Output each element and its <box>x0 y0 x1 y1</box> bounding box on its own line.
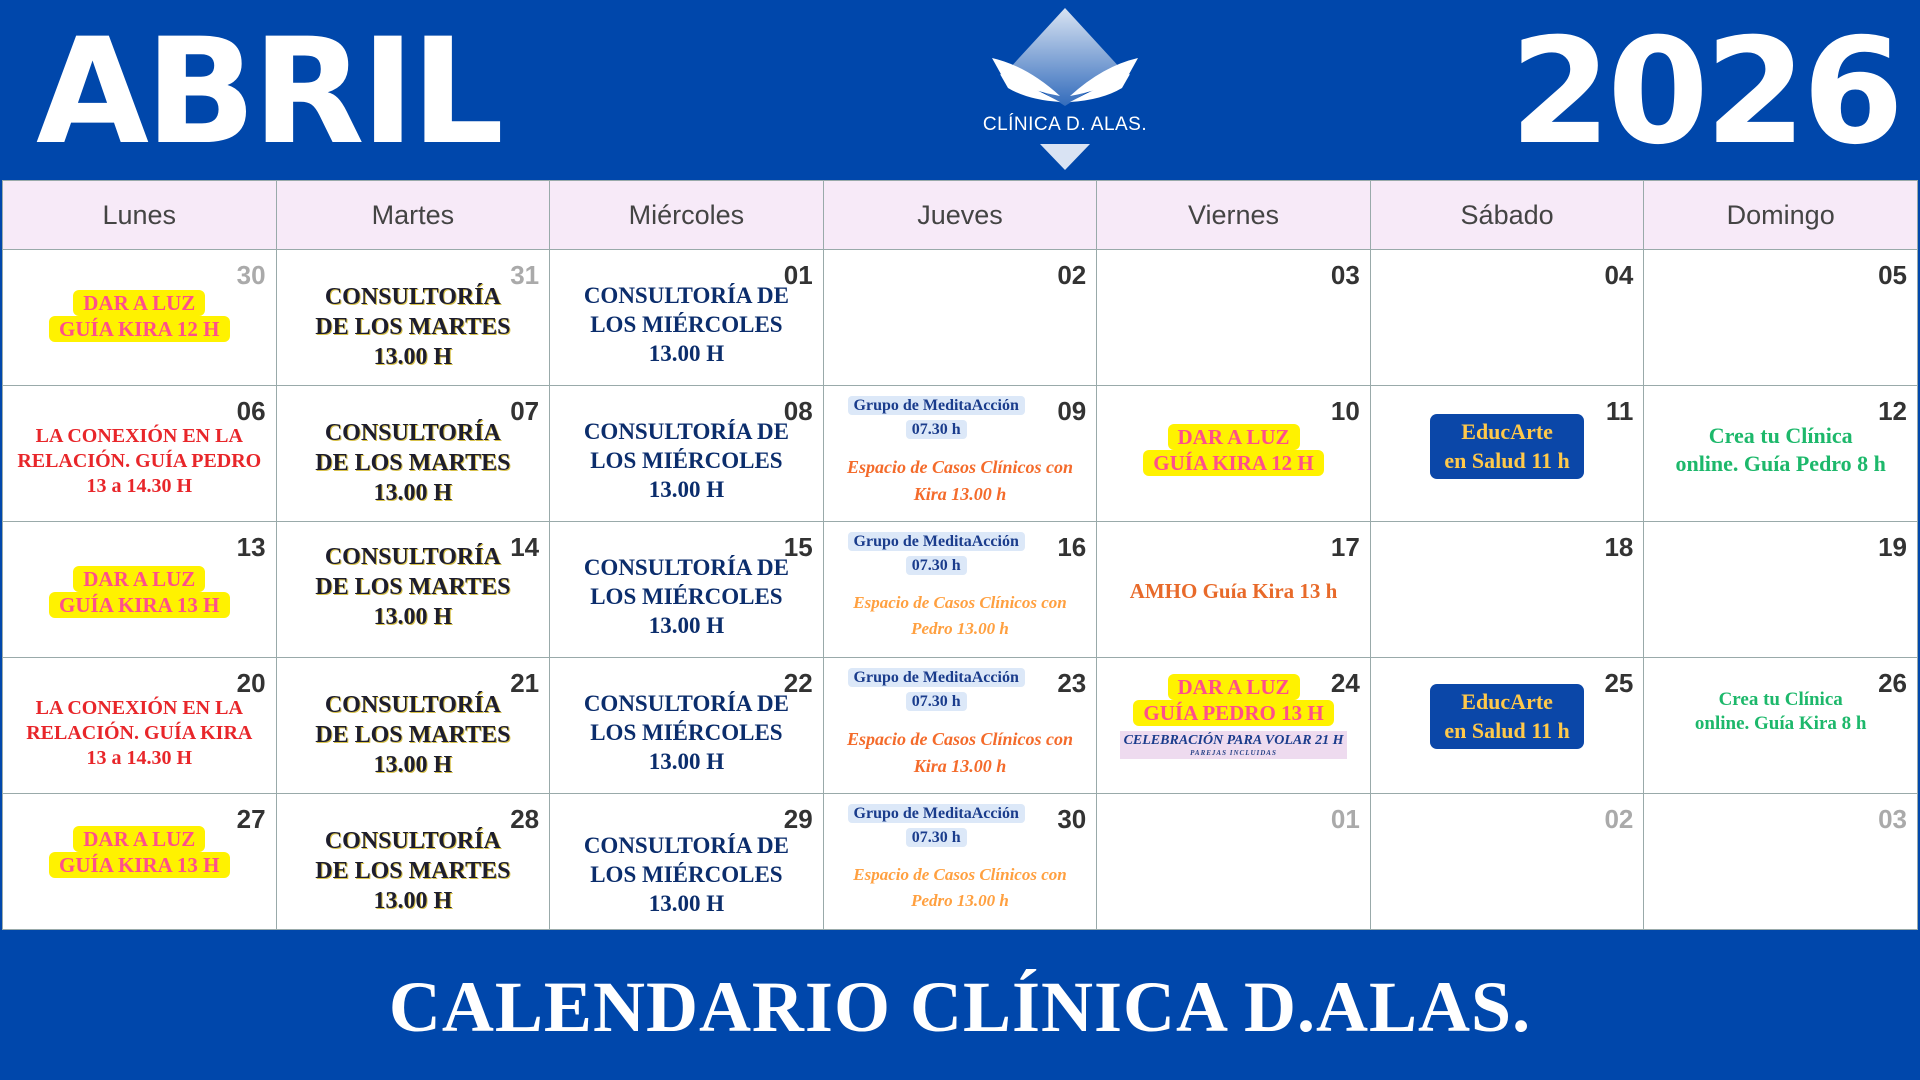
day-number: 14 <box>510 532 540 562</box>
year-title: 2026 <box>1509 7 1900 177</box>
weekday-jueves: Jueves <box>823 181 1097 250</box>
day-number: 30 <box>1057 804 1087 834</box>
day-cell[interactable] <box>276 522 550 658</box>
day-cell[interactable] <box>3 250 277 386</box>
day-cell[interactable] <box>823 386 1097 522</box>
day-number: 03 <box>1330 260 1360 290</box>
event-meditaaccion[interactable]: Grupo de MeditaAcción 07.30 h <box>834 530 1039 578</box>
event-educarte[interactable]: EducArte en Salud 11 h <box>1371 684 1644 749</box>
day-cell[interactable] <box>1644 658 1918 794</box>
day-number: 01 <box>1330 804 1360 834</box>
weekday-miercoles: Miércoles <box>550 181 824 250</box>
day-cell[interactable] <box>1644 386 1918 522</box>
logo-text: CLÍNICA D. ALAS. <box>982 114 1148 135</box>
event-dar-a-luz[interactable]: DAR A LUZ GUÍA KIRA 12 H <box>3 290 276 343</box>
clinic-logo <box>972 6 1158 172</box>
day-cell[interactable] <box>823 658 1097 794</box>
day-number: 13 <box>236 532 266 562</box>
footer-title: CALENDARIO CLÍNICA D.ALAS. <box>388 967 1532 1047</box>
day-number: 04 <box>1604 260 1634 290</box>
month-title: ABRIL <box>36 7 501 177</box>
event-casos-clinicos[interactable]: Espacio de Casos Clínicos con Kira 13.00 h <box>846 729 1073 776</box>
event-dar-a-luz[interactable]: DAR A LUZ GUÍA PEDRO 13 H CELEBRACIÓN PARA VOLAR 21 H PAREJAS INCLUIDAS <box>1097 674 1370 761</box>
day-number: 02 <box>1057 260 1087 290</box>
event-casos-clinicos[interactable]: Espacio de Casos Clínicos con Pedro 13.00 h <box>853 865 1067 910</box>
footer <box>0 930 1920 1080</box>
weekday-lunes: Lunes <box>3 181 277 250</box>
event-dar-a-luz[interactable]: DAR A LUZ GUÍA KIRA 12 H <box>1097 424 1370 477</box>
day-number: 09 <box>1057 396 1087 426</box>
day-number: 23 <box>1057 668 1087 698</box>
day-number: 03 <box>1878 804 1907 834</box>
event-casos-clinicos[interactable]: Espacio de Casos Clínicos con Kira 13.00 h <box>846 457 1073 504</box>
day-number: 24 <box>1330 668 1360 698</box>
day-cell[interactable] <box>276 794 550 930</box>
event-amho[interactable]: AMHO Guía Kira 13 h <box>1129 579 1338 603</box>
day-number: 11 <box>1605 396 1634 426</box>
day-number: 17 <box>1330 532 1360 562</box>
day-cell[interactable] <box>276 658 550 794</box>
event-consultoria-miercoles[interactable]: CONSULTORÍA DE LOS MIÉRCOLES 13.00 H <box>583 419 789 502</box>
day-cell[interactable] <box>1370 386 1644 522</box>
event-consultoria-martes[interactable]: CONSULTORÍA DE LOS MARTES 13.00 H <box>315 420 511 506</box>
day-number: 22 <box>783 668 813 698</box>
event-crea-clinica[interactable]: Crea tu Clínica online. Guía Kira 8 h <box>1694 689 1867 734</box>
calendar-grid <box>2 180 1918 930</box>
day-cell[interactable] <box>1370 658 1644 794</box>
day-number: 08 <box>783 396 813 426</box>
day-cell[interactable] <box>550 658 824 794</box>
day-cell[interactable] <box>1370 794 1644 930</box>
day-cell[interactable] <box>276 250 550 386</box>
day-number: 26 <box>1878 668 1907 698</box>
wings-logo-icon <box>972 6 1158 172</box>
event-dar-a-luz[interactable]: DAR A LUZ GUÍA KIRA 13 H <box>3 826 276 879</box>
day-cell[interactable] <box>1370 250 1644 386</box>
event-consultoria-miercoles[interactable]: CONSULTORÍA DE LOS MIÉRCOLES 13.00 H <box>583 555 789 638</box>
header <box>0 0 1920 178</box>
day-cell[interactable] <box>550 250 824 386</box>
day-cell[interactable] <box>550 522 824 658</box>
day-number: 18 <box>1604 532 1634 562</box>
event-meditaaccion[interactable]: Grupo de MeditaAcción 07.30 h <box>834 394 1039 442</box>
weekday-header-row <box>3 181 1918 250</box>
day-number: 31 <box>510 260 540 290</box>
day-cell[interactable] <box>276 386 550 522</box>
event-crea-clinica[interactable]: Crea tu Clínica online. Guía Pedro 8 h <box>1675 423 1886 476</box>
event-meditaaccion[interactable]: Grupo de MeditaAcción 07.30 h <box>834 802 1039 850</box>
day-number: 01 <box>783 260 813 290</box>
day-cell[interactable] <box>823 794 1097 930</box>
event-conexion-relacion[interactable]: LA CONEXIÓN EN LA RELACIÓN. GUÍA KIRA 13 a 14.30 H <box>26 697 253 769</box>
day-cell[interactable] <box>1097 522 1371 658</box>
day-number: 21 <box>510 668 540 698</box>
day-number: 19 <box>1878 532 1907 562</box>
day-cell[interactable] <box>1370 522 1644 658</box>
week-row <box>3 250 1918 386</box>
week-row <box>3 386 1918 522</box>
day-cell[interactable] <box>1097 658 1371 794</box>
event-consultoria-martes[interactable]: CONSULTORÍA DE LOS MARTES 13.00 H <box>315 284 511 370</box>
day-number: 29 <box>783 804 813 834</box>
day-number: 02 <box>1604 804 1634 834</box>
weekday-martes: Martes <box>276 181 550 250</box>
day-number: 05 <box>1878 260 1907 290</box>
event-consultoria-martes[interactable]: CONSULTORÍA DE LOS MARTES 13.00 H <box>315 828 511 914</box>
day-number: 27 <box>236 804 266 834</box>
day-number: 28 <box>510 804 540 834</box>
week-row <box>3 794 1918 930</box>
day-cell[interactable] <box>823 250 1097 386</box>
week-row <box>3 658 1918 794</box>
day-number: 10 <box>1330 396 1360 426</box>
day-cell[interactable] <box>1644 794 1918 930</box>
day-cell[interactable] <box>3 658 277 794</box>
day-cell[interactable] <box>3 522 277 658</box>
weekday-domingo: Domingo <box>1644 181 1918 250</box>
event-casos-clinicos[interactable]: Espacio de Casos Clínicos con Pedro 13.00 h <box>853 593 1067 638</box>
event-conexion-relacion[interactable]: LA CONEXIÓN EN LA RELACIÓN. GUÍA PEDRO 13 a 14.30 H <box>17 425 262 497</box>
day-cell[interactable] <box>1644 522 1918 658</box>
event-meditaaccion[interactable]: Grupo de MeditaAcción 07.30 h <box>834 666 1039 714</box>
day-number: 06 <box>236 396 266 426</box>
weekday-sabado: Sábado <box>1370 181 1644 250</box>
day-cell[interactable] <box>1097 250 1371 386</box>
day-cell[interactable] <box>1097 794 1371 930</box>
day-cell[interactable] <box>3 794 277 930</box>
event-consultoria-miercoles[interactable]: CONSULTORÍA DE LOS MIÉRCOLES 13.00 H <box>583 691 789 774</box>
event-educarte[interactable]: EducArte en Salud 11 h <box>1371 414 1644 479</box>
event-consultoria-miercoles[interactable]: CONSULTORÍA DE LOS MIÉRCOLES 13.00 H <box>583 283 789 366</box>
day-cell[interactable] <box>823 522 1097 658</box>
day-number: 12 <box>1878 396 1907 426</box>
event-consultoria-martes[interactable]: CONSULTORÍA DE LOS MARTES 13.00 H <box>315 692 511 778</box>
day-number: 20 <box>236 668 266 698</box>
event-dar-a-luz[interactable]: DAR A LUZ GUÍA KIRA 13 H <box>3 566 276 619</box>
day-number: 07 <box>510 396 540 426</box>
event-consultoria-miercoles[interactable]: CONSULTORÍA DE LOS MIÉRCOLES 13.00 H <box>583 833 789 916</box>
day-number: 15 <box>783 532 813 562</box>
day-cell[interactable] <box>1097 386 1371 522</box>
day-cell[interactable] <box>1644 250 1918 386</box>
day-cell[interactable] <box>3 386 277 522</box>
weekday-viernes: Viernes <box>1097 181 1371 250</box>
week-row <box>3 522 1918 658</box>
day-number: 16 <box>1057 532 1087 562</box>
day-cell[interactable] <box>550 386 824 522</box>
event-consultoria-martes[interactable]: CONSULTORÍA DE LOS MARTES 13.00 H <box>315 544 511 630</box>
event-celebracion[interactable]: CELEBRACIÓN PARA VOLAR 21 H PAREJAS INCLUIDAS <box>1120 731 1348 759</box>
day-number: 25 <box>1604 668 1634 698</box>
day-number: 30 <box>236 260 266 290</box>
day-cell[interactable] <box>550 794 824 930</box>
